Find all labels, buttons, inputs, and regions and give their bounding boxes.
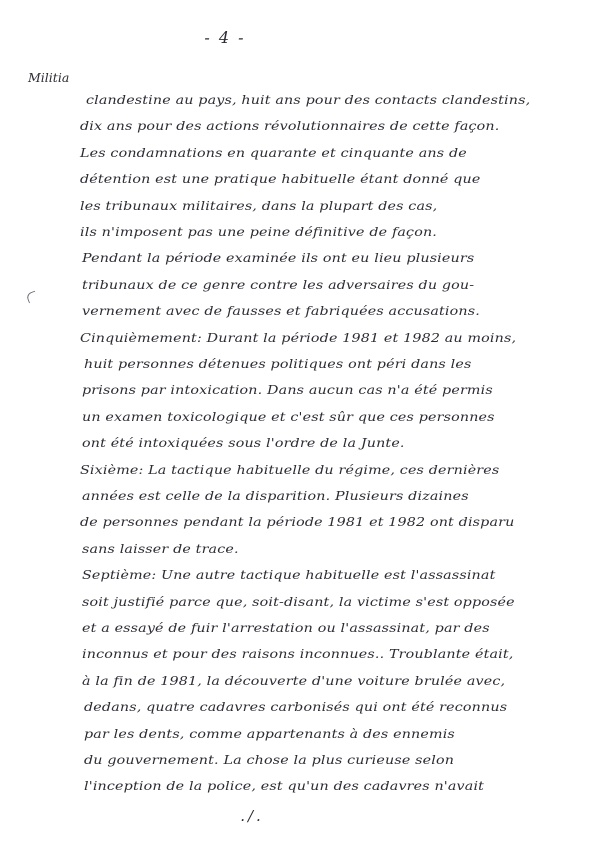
text-line: sans laisser de trace. xyxy=(82,540,239,556)
text-line: soit justifié parce que, soit-disant, la victime s'est opposée xyxy=(82,593,515,609)
text-line: Septième: Une autre tactique habituelle est l'assassinat xyxy=(82,567,496,583)
text-line: années est celle de la disparition. Plusieurs dizaines xyxy=(82,488,469,503)
text-line: Sixième: La tactique habituelle du régime, ces dernières xyxy=(80,461,500,477)
text-line: Les condamnations en quarante et cinquante ans de xyxy=(80,144,467,160)
text-line: Pendant la période examinée ils ont eu lieu plusieurs xyxy=(82,250,475,266)
text-line: inconnus et pour des raisons inconnues.. Troublante était, xyxy=(82,646,514,662)
text-line: prisons par intoxication. Dans aucun cas n'a été permis xyxy=(82,382,493,398)
page-number: - 4 - xyxy=(204,28,246,47)
text-line: de personnes pendant la période 1981 et 1982 ont disparu xyxy=(80,514,515,530)
text-line: un examen toxicologique et c'est sûr que ces personnes xyxy=(82,408,495,424)
margin-note: Militia xyxy=(28,70,70,85)
text-line: tribunaux de ce genre contre les adversaires du gou- xyxy=(82,276,475,292)
text-line: du gouvernement. La chose la plus curieuse selon xyxy=(84,752,455,767)
text-line: huit personnes détenues politiques ont péri dans les xyxy=(84,356,472,371)
text-line: dedans, quatre cadavres carbonisés qui ont été reconnus xyxy=(84,699,508,715)
text-line: dix ans pour des actions révolutionnaires de cette façon. xyxy=(80,118,500,134)
text-line: détention est une pratique habituelle étant donné que xyxy=(80,171,481,187)
text-line: clandestine au pays, huit ans pour des contacts clandestins, xyxy=(86,92,531,107)
text-line: et a essayé de fuir l'arrestation ou l'assassinat, par des xyxy=(82,620,490,635)
binding-hole-mark xyxy=(26,291,39,304)
text-line: ont été intoxiquées sous l'ordre de la Junte. xyxy=(82,435,405,451)
text-line: vernement avec de fausses et fabriquées accusations. xyxy=(82,303,480,319)
text-line: Cinquièmement: Durant la période 1981 et 1982 au moins, xyxy=(80,329,517,345)
text-line: à la fin de 1981, la découverte d'une voiture brulée avec, xyxy=(82,672,506,688)
text-line: l'inception de la police, est qu'un des cadavres n'avait xyxy=(84,778,485,794)
text-line: les tribunaux militaires, dans la plupart des cas, xyxy=(80,197,438,213)
continuation-mark: ./. xyxy=(240,806,264,825)
text-line: par les dents, comme appartenants à des ennemis xyxy=(84,725,455,741)
text-line: ils n'imposent pas une peine définitive de façon. xyxy=(80,224,438,239)
